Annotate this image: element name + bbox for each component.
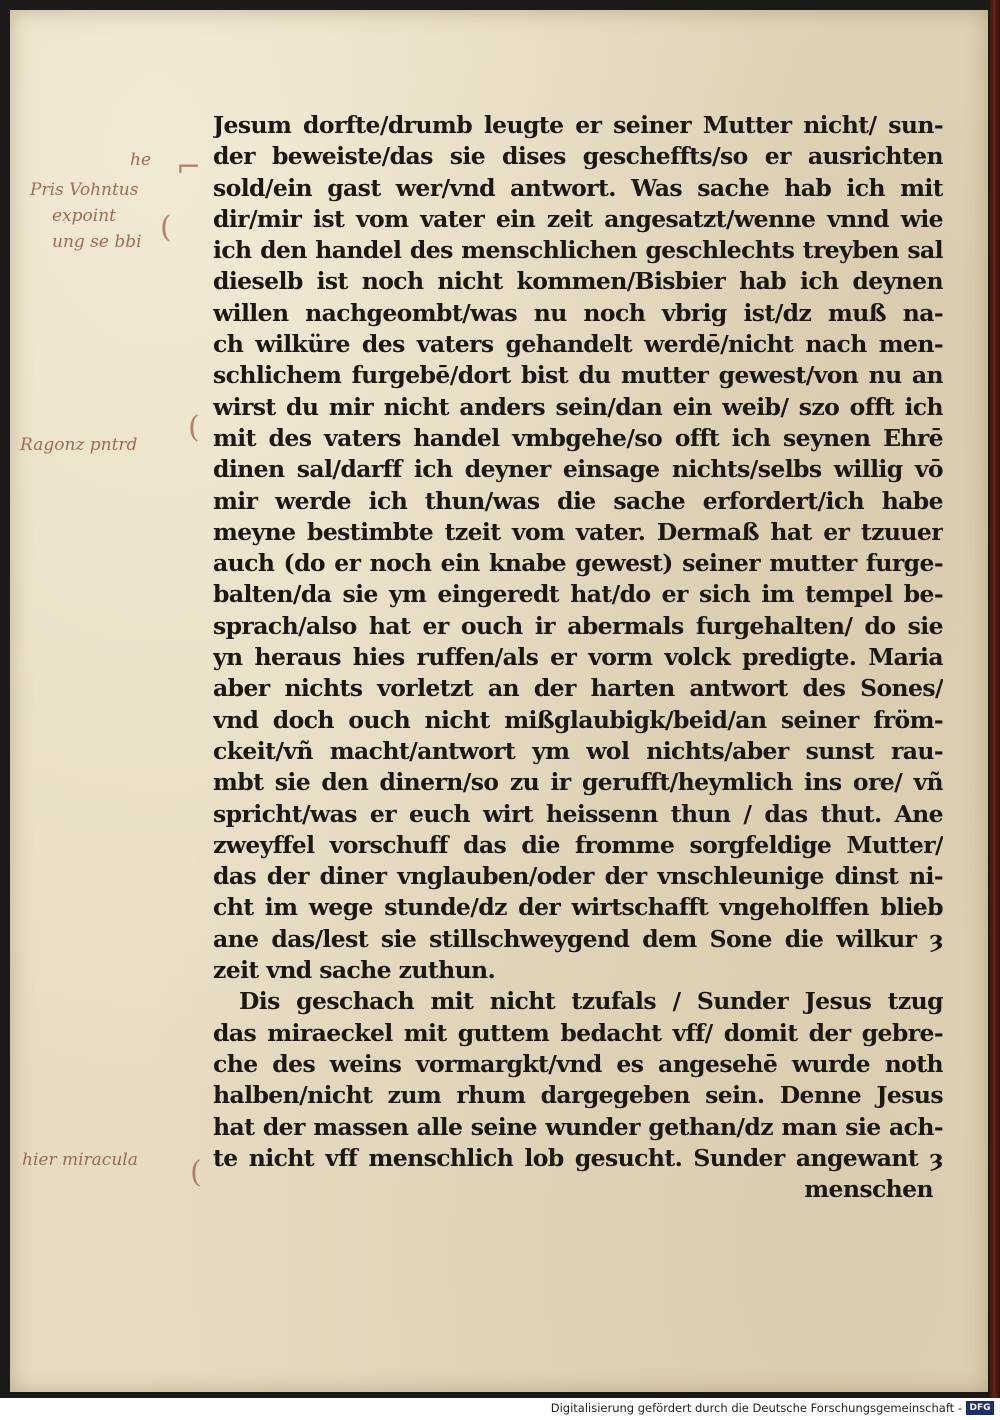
text-line: halben/nicht zum rhum dargegeben sein. Denne Jesus	[213, 1081, 943, 1110]
funding-credit: Digitalisierung gefördert durch die Deutsche Forschungsgemeinschaft -	[550, 1401, 962, 1415]
text-line: ane das/lest sie stillschweygend dem Sone die wilkur ȝ	[213, 924, 943, 953]
dfg-logo-icon: DFG	[966, 1401, 994, 1415]
text-line: aber nichts vorletzt an der harten antwort des Sones/	[213, 674, 943, 703]
text-line: dir/mir ist vom vater ein zeit angesatzt/wenne vnnd wie	[213, 204, 943, 233]
text-line: spricht/was er euch wirt heissenn thun / das thut. Ane	[213, 799, 943, 828]
margin-bracket: (	[188, 410, 200, 445]
catchword: menschen	[804, 1175, 933, 1204]
text-line: ckeit/vñ macht/antwort ym wol nichts/aber sunst rau-	[213, 736, 943, 765]
footer-bar	[0, 1398, 1000, 1420]
text-line: vnd doch ouch nicht mißglaubigk/beid/an seiner fröm-	[213, 705, 943, 734]
text-line: willen nachgeombt/was nu noch vbrig ist/dz muß na-	[213, 298, 943, 327]
text-line: wirst du mir nicht anders sein/dan ein weib/ szo offt ich	[213, 392, 943, 421]
text-line: das der diner vnglauben/oder der vnschleunige dinst ni-	[213, 862, 943, 891]
margin-note: Ragonz pntrd	[20, 435, 138, 455]
text-line: mir werde ich thun/was die sache erfordert/ich habe	[213, 486, 943, 515]
text-line: Jesum dorfte/drumb leugte er seiner Mutter nicht/ sun-	[213, 111, 943, 139]
text-line: auch (do er noch ein knabe gewest) seiner mutter furge-	[213, 549, 943, 578]
margin-bracket: (	[160, 210, 172, 245]
margin-note: he	[130, 150, 152, 170]
text-line: Dis geschach mit nicht tzufals / Sunder Jesus tzug	[239, 987, 943, 1016]
text-line: dieselb ist noch nicht kommen/Bisbier hab ich deynen	[213, 267, 943, 296]
text-line: zeit vnd sache zuthun.	[213, 956, 496, 985]
text-line: mit des vaters handel vmbgehe/so offt ich seynen Ehrē	[213, 423, 943, 452]
text-line: balten/da sie ym eingeredt hat/do er sich im tempel be-	[213, 580, 943, 609]
book-page	[10, 10, 988, 1392]
body-text	[213, 110, 943, 1205]
text-line: yn heraus hies ruffen/als er vorm volck predigte. Maria	[213, 643, 943, 672]
book-edge	[990, 0, 1000, 1398]
text-line: mbt sie den dinern/so zu ir gerufft/heymlich ins ore/ vñ	[213, 768, 943, 797]
margin-note: expoint	[52, 206, 116, 226]
margin-note: hier miracula	[22, 1150, 138, 1170]
text-line: dinen sal/darff ich deyner einsage nichts/selbs willig vō	[213, 455, 943, 484]
margin-bracket: (	[190, 1155, 202, 1190]
text-line: das miraeckel mit guttem bedacht vff/ domit der gebre-	[213, 1018, 943, 1047]
text-line: ch wilküre des vaters gehandelt werdē/nicht nach men-	[213, 330, 943, 359]
text-line: hat der massen alle seine wunder gethan/dz man sie ach-	[213, 1112, 943, 1141]
text-line: sprach/also hat er ouch ir abermals furgehalten/ do sie	[213, 611, 943, 640]
margin-bracket: ⌐	[176, 150, 202, 185]
text-line: cht im wege stunde/dz der wirtschafft vngeholffen blieb	[213, 893, 943, 922]
text-line: che des weins vormargkt/vnd es angesehē wurde noth	[213, 1049, 943, 1078]
text-line: der beweiste/das sie dises gescheffts/so er ausrichten	[213, 142, 943, 171]
text-line: schlichem furgebē/dort bist du mutter gewest/von nu an	[213, 361, 943, 390]
text-line: te nicht vff menschlich lob gesucht. Sunder angewant ȝ	[213, 1143, 943, 1172]
text-line: sold/ein gast wer/vnd antwort. Was sache hab ich mit	[213, 173, 943, 202]
text-line: ich den handel des menschlichen geschlechts treyben sal	[213, 236, 943, 265]
margin-note: Pris Vohntus	[30, 180, 139, 200]
text-line: meyne bestimbte tzeit vom vater. Dermaß hat er tzuuer	[213, 517, 943, 546]
margin-note: ung se bbi	[52, 232, 142, 252]
text-line: zweyffel vorschuff das die fromme sorgfeldige Mutter/	[213, 830, 943, 859]
